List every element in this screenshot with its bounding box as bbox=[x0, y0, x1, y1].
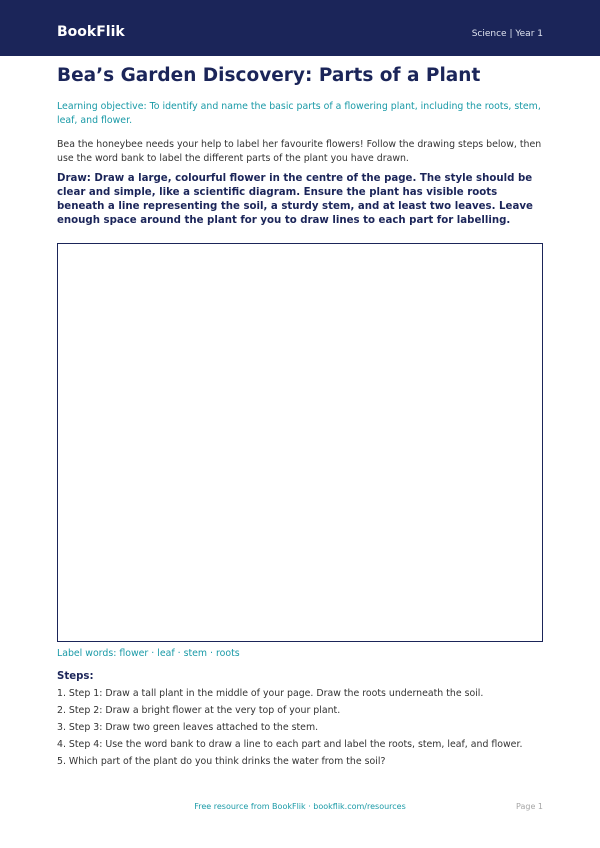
header-bar bbox=[0, 0, 600, 56]
step-item: 1. Step 1: Draw a tall plant in the middle of your page. Draw the roots underneath the soil. bbox=[57, 688, 484, 699]
page-number: Page 1 bbox=[516, 802, 543, 811]
step-item: 2. Step 2: Draw a bright flower at the very top of your plant. bbox=[57, 705, 341, 716]
brand-logo-text: BookFlik bbox=[57, 24, 125, 40]
steps-heading: Steps: bbox=[57, 671, 94, 682]
learning-objective: Learning objective: To identify and name the basic parts of a flowering plant, including the roots, stem, leaf, and flower. bbox=[57, 101, 541, 126]
label-word-bank: Label words: flower · leaf · stem · roots bbox=[57, 648, 240, 659]
draw-instruction: Draw: Draw a large, colourful flower in the centre of the page. The style should be clear and simple, like a scientific diagram. Ensure the plant has visible roots beneath a line representing the soil, a sturdy stem, and at least two leaves. Leave enough space around the plant for you to draw lines to each part for labelling. bbox=[57, 173, 533, 226]
subject-year-label: Science | Year 1 bbox=[471, 29, 543, 39]
intro-paragraph: Bea the honeybee needs your help to label her favourite flowers! Follow the drawing steps below, then use the word bank to label the different parts of the plant you have drawn. bbox=[57, 139, 542, 164]
step-item: 5. Which part of the plant do you think drinks the water from the soil? bbox=[57, 756, 386, 767]
drawing-area[interactable] bbox=[57, 243, 543, 642]
steps-list bbox=[57, 688, 547, 773]
step-item: 4. Step 4: Use the word bank to draw a line to each part and label the roots, stem, leaf, and flower. bbox=[57, 739, 523, 750]
step-item: 3. Step 3: Draw two green leaves attached to the stem. bbox=[57, 722, 319, 733]
footer-resource-note: Free resource from BookFlik · bookflik.com/resources bbox=[194, 802, 406, 811]
page-title: Bea’s Garden Discovery: Parts of a Plant bbox=[57, 65, 481, 86]
